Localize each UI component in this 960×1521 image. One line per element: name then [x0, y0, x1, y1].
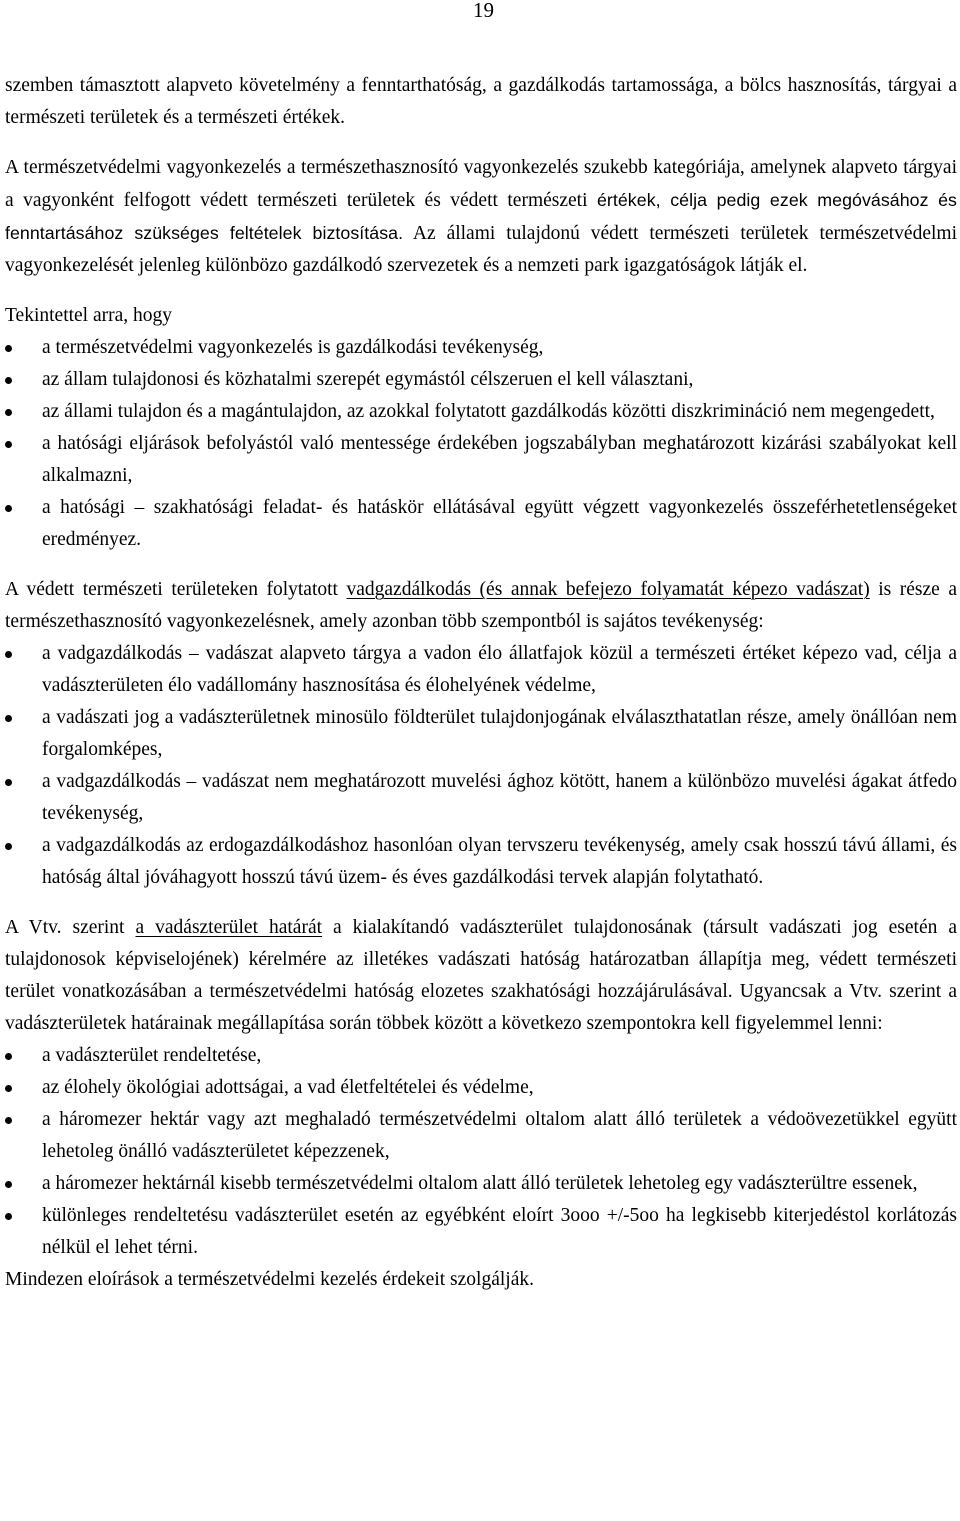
paragraph-4: [5, 574, 957, 638]
list-item-text: a vadgazdálkodás – vadászat nem meghatározott muvelési ághoz kötött, hanem a különbözo muvelési ágakat átfedo tevékenység,: [42, 771, 957, 824]
list-item-text: a vadgazdálkodás az erdogazdálkodáshoz hasonlóan olyan tervszeru tevékenység, amely csak hosszú távú állami, és hatóság által jóváhagyott hosszú távú üzem- és éves gazdálkodási tervek alapján folytatható.: [42, 835, 957, 888]
list-item: [5, 702, 957, 766]
bullet-icon: [5, 715, 12, 722]
paragraph-4-underlined: vadgazdálkodás (és annak befejezo folyamatát képezo vadászat): [346, 579, 870, 600]
bullet-icon: [5, 1213, 12, 1220]
list-item: [5, 830, 957, 894]
bullet-icon: [5, 843, 12, 850]
bullet-list-2: [5, 638, 957, 894]
list-item: [5, 332, 957, 364]
bullet-icon: [5, 1181, 12, 1188]
list-item-text: a természetvédelmi vagyonkezelés is gazdálkodási tevékenység,: [42, 337, 544, 358]
list-item-text: különleges rendeltetésu vadászterület esetén az egyébként eloírt 3ooo +/-5oo ha legkisebb kiterjedéstol korlátozás nélkül el lehet térni.: [42, 1205, 957, 1258]
bullet-icon: [5, 505, 12, 512]
list-item-text: az élohely ökológiai adottságai, a vad életfeltételei és védelme,: [42, 1077, 534, 1098]
list-item: [5, 1040, 957, 1072]
bullet-icon: [5, 441, 12, 448]
list-item: [5, 1104, 957, 1168]
paragraph-2-text-end: Az állami tulajdonú védett természeti területek természetvédelmi vagyonkezelését jelenleg különbözo gazdálkodó szervezetek és a nemzeti park igazgatóságok látják el.: [5, 223, 957, 276]
paragraph-2: [5, 152, 957, 282]
list-item: [5, 638, 957, 702]
closing-sentence: Mindezen eloírások a természetvédelmi kezelés érdekeit szolgálják.: [5, 1269, 534, 1290]
bullet-icon: [5, 345, 12, 352]
paragraph-1: szemben támasztott alapveto követelmény a fenntarthatóság, a gazdálkodás tartamossága, a bölcs hasznosítás, tárgyai a természeti területek és a természeti értékek.: [5, 75, 957, 128]
bullet-icon: [5, 651, 12, 658]
bullet-icon: [5, 377, 12, 384]
list-item: [5, 1072, 957, 1104]
paragraph-5: [5, 912, 957, 1040]
list-item: [5, 364, 957, 396]
paragraph-3-intro: Tekintettel arra, hogy: [5, 305, 173, 326]
list-item: [5, 428, 957, 492]
list-item-text: a vadászterület rendeltetése,: [42, 1045, 262, 1066]
paragraph-2-sans-text: értékek, célja pedig ezek megóvásához és fenntartásához szükséges feltételek biztosítása.: [5, 190, 957, 243]
bullet-icon: [5, 1117, 12, 1124]
paragraph-4-text: A védett természeti területeken folytatott: [5, 579, 347, 600]
bullet-list-3: [5, 1040, 957, 1264]
list-item-text: a hatósági eljárások befolyástól való mentessége érdekében jogszabályban meghatározott kizárási szabályokat kell alkalmazni,: [42, 433, 957, 486]
list-item-text: a hatósági – szakhatósági feladat- és hatáskör ellátásával együtt végzett vagyonkezelés összeférhetetlenségeket eredményez.: [42, 497, 957, 550]
paragraph-5-text-end: a kialakítandó vadászterület tulajdonosának (társult vadászati jog esetén a tulajdonosok képviselojének) kérelmére az illetékes vadászati hatóság határozatban állapítja meg, védett természeti terület vonatkozásában a természetvédelmi hatóság elozetes szakhatósági hozzájárulásával. Ugyancsak a Vtv. szerint a vadászterületek határainak megállapítása során többek között a következo szempontokra kell figyelemmel lenni:: [5, 917, 958, 1034]
document-body: [5, 70, 957, 1296]
list-item-text: a vadgazdálkodás – vadászat alapveto tárgya a vadon élo állatfajok közül a természeti értéket képezo vad, célja a vadászterületen élo vadállomány hasznosítása és élohelyének védelme,: [42, 643, 957, 696]
paragraph-5-underlined: a vadászterület határát: [135, 917, 323, 938]
list-item: [5, 492, 957, 556]
list-item: [5, 396, 957, 428]
list-item-text: az állam tulajdonosi és közhatalmi szerepét egymástól célszeruen el kell választani,: [42, 369, 694, 390]
bullet-icon: [5, 779, 12, 786]
paragraph-2-text: A természetvédelmi vagyonkezelés a természethasznosító vagyonkezelés szukebb kategóriája, amelynek alapveto tárgyai a vagyonként felfogott védett természeti területek és védett természeti: [5, 157, 957, 211]
list-item-text: a háromezer hektár vagy azt meghaladó természetvédelmi oltalom alatt álló területek a védoövezetükkel együtt lehetoleg önálló vadászterületet képezzenek,: [42, 1109, 957, 1162]
paragraph-5-text: A Vtv. szerint: [5, 917, 136, 938]
page-number: 19: [473, 0, 494, 22]
list-item-text: a háromezer hektárnál kisebb természetvédelmi oltalom alatt álló területek lehetoleg egy vadászterültre essenek,: [42, 1173, 918, 1194]
bullet-icon: [5, 1053, 12, 1060]
bullet-icon: [5, 1085, 12, 1092]
bullet-icon: [5, 409, 12, 416]
paragraph-4-text-end: is része a természethasznosító vagyonkezelésnek, amely azonban több szempontból is sajátos tevékenység:: [5, 579, 957, 632]
list-item-text: az állami tulajdon és a magántulajdon, az azokkal folytatott gazdálkodás közötti diszkrimináció nem megengedett,: [42, 401, 935, 422]
list-item-text: a vadászati jog a vadászterületnek minosülo földterület tulajdonjogának elválaszthatatlan része, amely önállóan nem forgalomképes,: [42, 707, 957, 760]
bullet-list-1: [5, 332, 957, 556]
list-item: [5, 1168, 957, 1200]
list-item: [5, 1200, 957, 1264]
list-item: [5, 766, 957, 830]
